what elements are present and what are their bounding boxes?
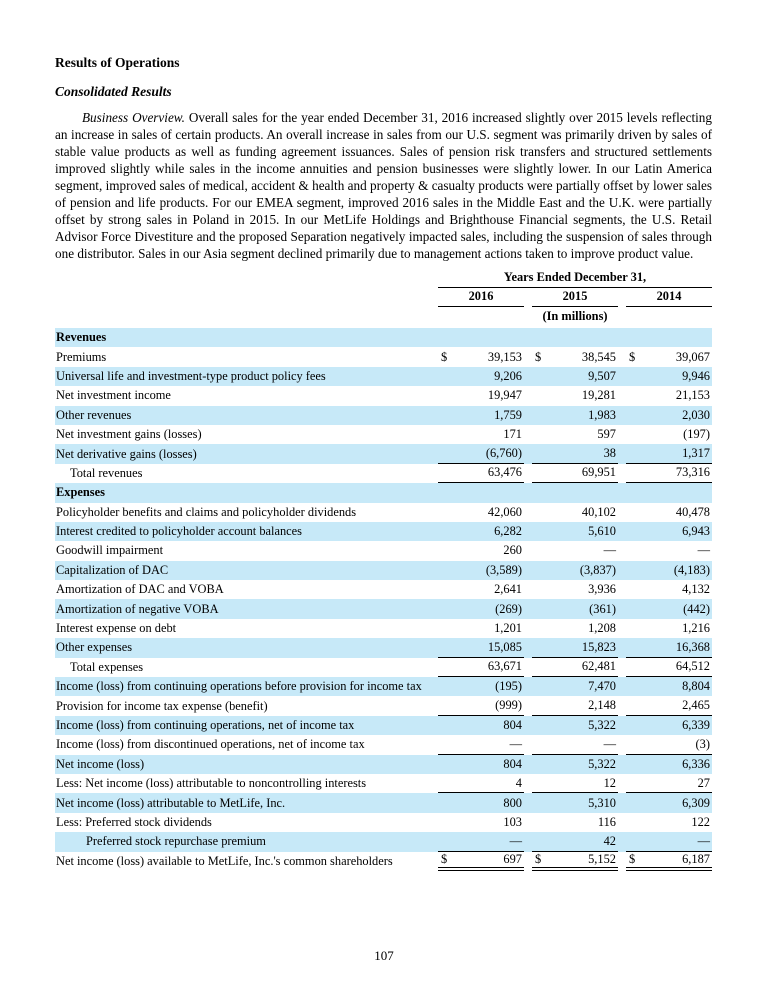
value: 19,281 — [581, 388, 616, 403]
value: 3,936 — [588, 582, 616, 597]
value-cell — [438, 483, 524, 502]
value-cell — [626, 793, 712, 812]
value: 64,512 — [675, 659, 710, 674]
table-row — [55, 658, 712, 677]
value-cell — [438, 793, 524, 812]
value: 4 — [515, 775, 522, 790]
value-cell — [626, 522, 712, 541]
value-cell — [438, 638, 524, 657]
table-row — [55, 386, 712, 405]
table-row — [55, 813, 712, 832]
table-row — [55, 677, 712, 696]
row-label: Policyholder benefits and claims and policyholder dividends — [56, 504, 357, 519]
value-cell — [626, 716, 712, 735]
value: (361) — [589, 601, 616, 616]
row-label: Total expenses — [70, 659, 144, 674]
value-cell — [532, 832, 618, 851]
paragraph-lead-in: Business Overview. — [82, 110, 185, 125]
value-cell — [532, 852, 618, 871]
table-row — [55, 464, 712, 483]
value-cell — [532, 347, 618, 366]
value: 1,216 — [682, 621, 710, 636]
table-row — [55, 580, 712, 599]
value: 6,339 — [682, 718, 710, 732]
table-row — [55, 522, 712, 541]
value: 4,132 — [682, 582, 710, 597]
years-ended-title: Years Ended December 31, — [438, 270, 712, 288]
row-label: Less: Preferred stock dividends — [56, 814, 212, 829]
value: 42 — [603, 833, 616, 848]
value-cell — [626, 347, 712, 366]
value: 7,470 — [588, 679, 616, 694]
year-columns-row — [438, 288, 712, 307]
value: 1,983 — [588, 407, 616, 422]
value-cell — [532, 522, 618, 541]
value: 62,481 — [581, 659, 616, 674]
table-body — [55, 328, 712, 871]
row-label: Preferred stock repurchase premium — [86, 834, 266, 849]
value-cell — [532, 503, 618, 522]
value: 15,085 — [487, 639, 522, 654]
value: 103 — [503, 814, 522, 829]
value: (3,837) — [579, 562, 616, 577]
table-row — [55, 852, 712, 871]
value: 6,187 — [682, 851, 710, 866]
value: 69,951 — [581, 465, 616, 480]
table-row — [55, 774, 712, 793]
value: 1,208 — [588, 621, 616, 636]
subsection-heading: Consolidated Results — [55, 84, 172, 99]
value: 2,030 — [682, 407, 710, 422]
value: 63,476 — [487, 465, 522, 480]
value: 39,067 — [675, 349, 710, 364]
row-label: Revenues — [56, 330, 107, 345]
value: 1,759 — [494, 407, 522, 422]
value: 5,610 — [588, 524, 616, 539]
table-header-value-area — [430, 270, 712, 324]
value: 6,336 — [682, 756, 710, 771]
row-label: Other expenses — [56, 640, 133, 655]
value-cell — [626, 735, 712, 754]
value: 27 — [697, 775, 710, 790]
dollar-sign: $ — [441, 349, 448, 364]
value: — — [603, 736, 616, 751]
value: 38 — [603, 446, 616, 461]
value: 38,545 — [581, 349, 616, 364]
value-cell — [438, 541, 524, 560]
year-column-2016: 2016 — [438, 288, 524, 307]
row-label: Income (loss) from continuing operations, net of income tax — [56, 718, 355, 732]
value-cell — [626, 619, 712, 638]
value: (269) — [495, 601, 522, 616]
row-label: Premiums — [56, 349, 107, 364]
row-label: Total revenues — [70, 465, 143, 480]
value-cell — [438, 658, 524, 677]
value-cell — [532, 386, 618, 405]
value: 5,322 — [588, 756, 616, 771]
value: 1,317 — [682, 446, 710, 461]
row-label: Interest expense on debt — [56, 621, 177, 636]
value: (195) — [495, 679, 522, 694]
value: 63,671 — [487, 659, 522, 674]
value-cell — [626, 561, 712, 580]
value-cell — [532, 735, 618, 754]
table-row — [55, 444, 712, 463]
value: 12 — [603, 775, 616, 790]
value-cell — [438, 755, 524, 774]
value-cell — [438, 696, 524, 715]
value: 800 — [503, 795, 522, 810]
table-row — [55, 406, 712, 425]
value: (3,589) — [485, 562, 522, 577]
dollar-sign: $ — [629, 349, 636, 364]
value: 171 — [503, 427, 522, 442]
value-cell — [438, 522, 524, 541]
value-cell — [532, 755, 618, 774]
value-cell — [626, 832, 712, 851]
value-cell — [438, 503, 524, 522]
value: 9,206 — [494, 368, 522, 383]
dollar-sign: $ — [535, 349, 542, 364]
value-cell — [438, 464, 524, 483]
value: 9,507 — [588, 368, 616, 383]
consolidated-results-table — [55, 270, 712, 871]
table-row — [55, 541, 712, 560]
table-row — [55, 561, 712, 580]
table-row — [55, 735, 712, 754]
value: 39,153 — [487, 349, 522, 364]
value: 16,368 — [675, 639, 710, 654]
value-cell — [626, 599, 712, 618]
value-cell — [532, 464, 618, 483]
value-cell — [532, 793, 618, 812]
table-row — [55, 367, 712, 386]
dollar-sign: $ — [535, 851, 542, 866]
year-column-2014: 2014 — [626, 288, 712, 307]
value-cell — [626, 464, 712, 483]
table-row — [55, 425, 712, 444]
value: 697 — [503, 851, 522, 866]
table-header-spacer — [55, 270, 430, 324]
value: 15,823 — [581, 639, 616, 654]
table-row — [55, 347, 712, 366]
value-cell — [626, 852, 712, 871]
value: 40,102 — [581, 504, 616, 519]
value-cell — [626, 541, 712, 560]
value: 116 — [597, 814, 616, 829]
value-cell — [626, 483, 712, 502]
row-label: Provision for income tax expense (benefit) — [56, 698, 268, 713]
value-cell — [532, 716, 618, 735]
table-row — [55, 483, 712, 502]
value: 122 — [691, 814, 710, 829]
value-cell — [438, 852, 524, 871]
value: 804 — [503, 718, 522, 732]
value-cell — [438, 599, 524, 618]
value-cell — [438, 444, 524, 463]
value-cell — [438, 716, 524, 735]
value-cell — [532, 406, 618, 425]
value-cell — [532, 638, 618, 657]
value: 2,641 — [494, 582, 522, 597]
table-row — [55, 832, 712, 851]
value-cell — [626, 367, 712, 386]
value: — — [509, 833, 522, 848]
value-cell — [438, 328, 524, 347]
value: 2,148 — [588, 698, 616, 713]
page-number: 107 — [374, 948, 394, 963]
value: (3) — [695, 736, 710, 751]
value-cell — [438, 425, 524, 444]
value-cell — [438, 619, 524, 638]
value: 21,153 — [675, 388, 710, 403]
table-row — [55, 619, 712, 638]
value: 2,465 — [682, 698, 710, 713]
row-label: Income (loss) from discontinued operations, net of income tax — [56, 737, 365, 752]
row-label: Less: Net income (loss) attributable to noncontrolling interests — [56, 776, 367, 791]
value-cell — [438, 367, 524, 386]
row-label: Income (loss) from continuing operations before provision for income tax — [56, 679, 422, 694]
row-label: Interest credited to policyholder account balances — [56, 524, 302, 539]
row-label: Universal life and investment-type product policy fees — [56, 368, 326, 383]
value: 6,943 — [682, 524, 710, 539]
table-row — [55, 599, 712, 618]
value-cell — [626, 638, 712, 657]
value: 597 — [597, 427, 616, 442]
value: 804 — [503, 756, 522, 771]
value: (442) — [683, 601, 710, 616]
value-cell — [626, 774, 712, 793]
value-cell — [626, 755, 712, 774]
value-cell — [438, 386, 524, 405]
value-cell — [532, 619, 618, 638]
units-label: (In millions) — [542, 309, 608, 323]
value-cell — [438, 774, 524, 793]
table-header — [55, 270, 712, 324]
value-cell — [626, 677, 712, 696]
row-label: Capitalization of DAC — [56, 562, 169, 577]
value-cell — [532, 677, 618, 696]
value-cell — [532, 328, 618, 347]
dollar-sign: $ — [629, 851, 636, 866]
value: — — [697, 543, 710, 558]
row-label: Amortization of DAC and VOBA — [56, 582, 224, 597]
value-cell — [438, 813, 524, 832]
value-cell — [438, 561, 524, 580]
value: 5,322 — [588, 718, 616, 732]
value: 6,309 — [682, 795, 710, 810]
value-cell — [532, 541, 618, 560]
value: 260 — [503, 543, 522, 558]
value-cell — [532, 696, 618, 715]
value-cell — [532, 425, 618, 444]
value: — — [603, 543, 616, 558]
table-row — [55, 503, 712, 522]
row-label: Net investment income — [56, 388, 171, 403]
value-cell — [626, 658, 712, 677]
section-heading: Results of Operations — [55, 55, 180, 70]
table-row — [55, 755, 712, 774]
year-column-2015: 2015 — [532, 288, 618, 307]
value: — — [697, 833, 710, 848]
value-cell — [532, 580, 618, 599]
value-cell — [532, 561, 618, 580]
row-label: Net income (loss) available to MetLife, Inc.'s common shareholders — [56, 853, 393, 868]
value: (6,760) — [485, 446, 522, 461]
row-label: Goodwill impairment — [56, 543, 164, 558]
table-row — [55, 793, 712, 812]
value-cell — [626, 386, 712, 405]
value-cell — [438, 677, 524, 696]
value-cell — [438, 832, 524, 851]
value-cell — [438, 406, 524, 425]
value: 5,310 — [588, 795, 616, 810]
value: 9,946 — [682, 368, 710, 383]
row-label: Net income (loss) — [56, 756, 145, 771]
value-cell — [626, 425, 712, 444]
value-cell — [438, 580, 524, 599]
value-cell — [626, 696, 712, 715]
value-cell — [438, 347, 524, 366]
value: — — [509, 736, 522, 751]
row-label: Amortization of negative VOBA — [56, 601, 219, 616]
value-cell — [532, 774, 618, 793]
business-overview-paragraph — [55, 109, 712, 262]
row-label: Net investment gains (losses) — [56, 427, 202, 442]
value-cell — [626, 813, 712, 832]
value: 1,201 — [494, 621, 522, 636]
table-row — [55, 638, 712, 657]
value: 73,316 — [675, 465, 710, 480]
value: (4,183) — [673, 562, 710, 577]
value: 6,282 — [494, 524, 522, 539]
row-label: Expenses — [56, 485, 105, 500]
dollar-sign: $ — [441, 851, 448, 866]
row-label: Net income (loss) attributable to MetLife, Inc. — [56, 795, 286, 810]
table-row — [55, 696, 712, 715]
row-label: Net derivative gains (losses) — [56, 446, 197, 461]
value-cell — [626, 580, 712, 599]
table-row — [55, 328, 712, 347]
value-cell — [626, 328, 712, 347]
value-cell — [532, 444, 618, 463]
value-cell — [626, 444, 712, 463]
row-label: Other revenues — [56, 407, 132, 422]
value-cell — [438, 735, 524, 754]
value: 40,478 — [675, 504, 710, 519]
value-cell — [532, 599, 618, 618]
value-cell — [532, 367, 618, 386]
value-cell — [626, 406, 712, 425]
value-cell — [532, 813, 618, 832]
value: 5,152 — [588, 851, 616, 866]
value-cell — [532, 483, 618, 502]
value: (197) — [683, 427, 710, 442]
value: 19,947 — [487, 388, 522, 403]
value: (999) — [495, 698, 522, 713]
paragraph-body: Overall sales for the year ended December 31, 2016 increased slightly over 2015 levels reflecting an increase in sales of certain products. An overall increase in sales from our U.S. segment was primarily driven by sales of stable value products as well as funding agreement issuances. Sales of pension risk transfers and structured settlements improved slightly while sales in the income annuities and pension businesses were slightly lower. In our Latin America segment, improved sales of medical, accident & health and property & casualty products were partially offset by lower sales of pension and life products. For our EMEA segment, improved 2016 sales in the Middle East and the U.K. were partially offset by strong sales in Poland in 2015. In our MetLife Holdings and Brighthouse Financial segments, the U.S. Retail Advisor Force Divestiture and the proposed Separation negatively impacted sales, including the suspension of sales through one distributor. Sales in our Asia segment declined primarily due to management actions taken to improve product value. — [55, 110, 712, 261]
value-cell — [626, 503, 712, 522]
value: 42,060 — [487, 504, 522, 519]
value-cell — [532, 658, 618, 677]
value: 8,804 — [682, 679, 710, 694]
table-row — [55, 716, 712, 735]
